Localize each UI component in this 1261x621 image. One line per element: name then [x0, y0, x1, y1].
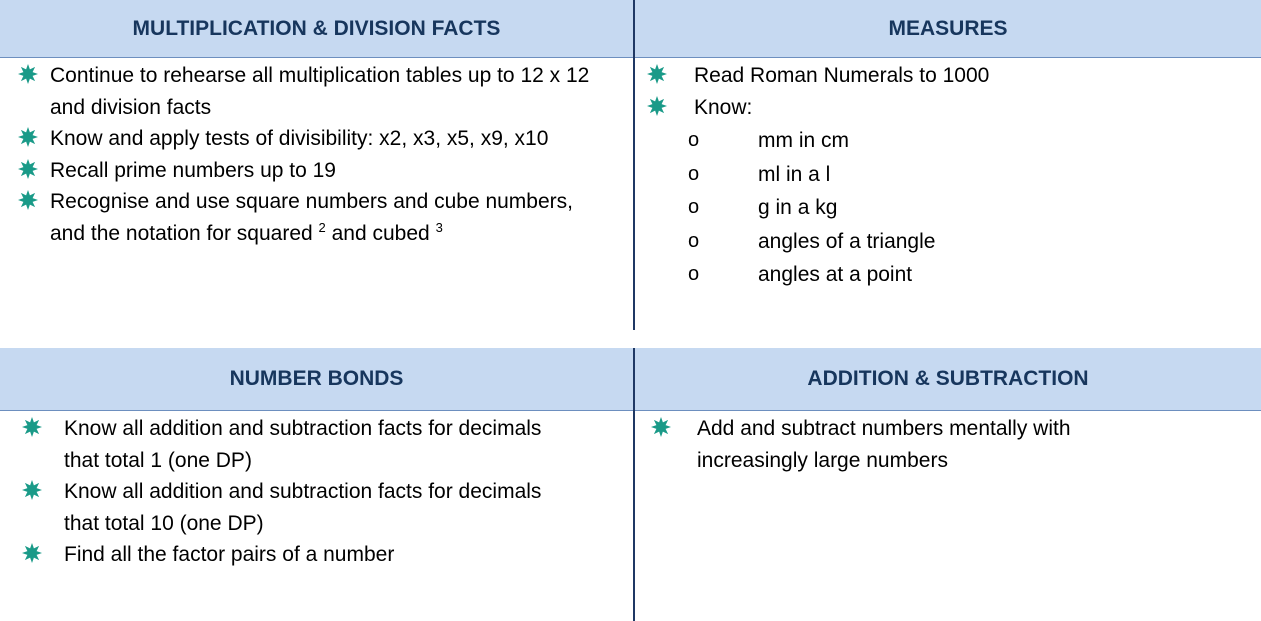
sub-list-item: o g in a kg [635, 191, 1261, 225]
list-item: Find all the factor pairs of a number [0, 539, 560, 571]
starburst-icon [18, 190, 38, 210]
measures-sublist [635, 124, 1261, 292]
sub-list-item: o angles at a point [635, 258, 1261, 292]
list-item: Recognise and use square numbers and cube numbers, and the notation for squared $^2$ and cubed $^3$ [0, 186, 600, 249]
circle-bullet-icon: o [688, 229, 700, 252]
circle-bullet-icon: o [688, 129, 700, 151]
number-bonds-list [0, 413, 560, 571]
number-bonds-panel [0, 348, 633, 621]
sub-list-item: o angles of a triangle [635, 225, 1261, 259]
add-sub-header: ADDITION & SUBTRACTION [635, 348, 1261, 410]
list-item: Read Roman Numerals to 1000 [635, 60, 1261, 92]
list-item: Know: o mm in cm o ml in a l o g in a kg o angles of a triangle o angles at a point [635, 92, 1261, 292]
list-item: Know and apply tests of divisibility: x2, x3, x5, x9, x10 [0, 123, 600, 155]
measures-body [635, 60, 1261, 330]
measures-panel [635, 0, 1261, 330]
list-item: Add and subtract numbers mentally with increasingly large numbers [635, 413, 1261, 476]
starburst-icon [22, 543, 42, 563]
sub-list-item: o ml in a l [635, 158, 1261, 192]
mult-div-header: MULTIPLICATION & DIVISION FACTS [0, 0, 633, 57]
mult-div-panel [0, 0, 633, 330]
measures-header: MEASURES [635, 0, 1261, 57]
list-item: Know all addition and subtraction facts for decimals that total 1 (one DP) [0, 413, 560, 476]
add-sub-body [635, 413, 1261, 621]
circle-bullet-icon: o [688, 162, 700, 185]
measures-list [635, 60, 1261, 292]
starburst-icon [647, 96, 667, 116]
starburst-icon [651, 417, 671, 437]
starburst-icon [18, 159, 38, 179]
mult-div-list [0, 60, 600, 249]
starburst-icon [22, 417, 42, 437]
list-item: Know all addition and subtraction facts for decimals that total 10 (one DP) [0, 476, 560, 539]
add-sub-panel [635, 348, 1261, 621]
starburst-icon [647, 64, 667, 84]
number-bonds-body [0, 413, 633, 621]
starburst-icon [22, 480, 42, 500]
sub-list-item: o mm in cm [635, 124, 1261, 158]
add-sub-list [635, 413, 1261, 476]
list-item: Continue to rehearse all multiplication tables up to 12 x 12 and division facts [0, 60, 600, 123]
circle-bullet-icon: o [688, 196, 700, 218]
number-bonds-header: NUMBER BONDS [0, 348, 633, 410]
circle-bullet-icon: o [688, 263, 700, 285]
starburst-icon [18, 64, 38, 84]
list-item: Recall prime numbers up to 19 [0, 155, 600, 187]
starburst-icon [18, 127, 38, 147]
mult-div-body [0, 60, 633, 330]
